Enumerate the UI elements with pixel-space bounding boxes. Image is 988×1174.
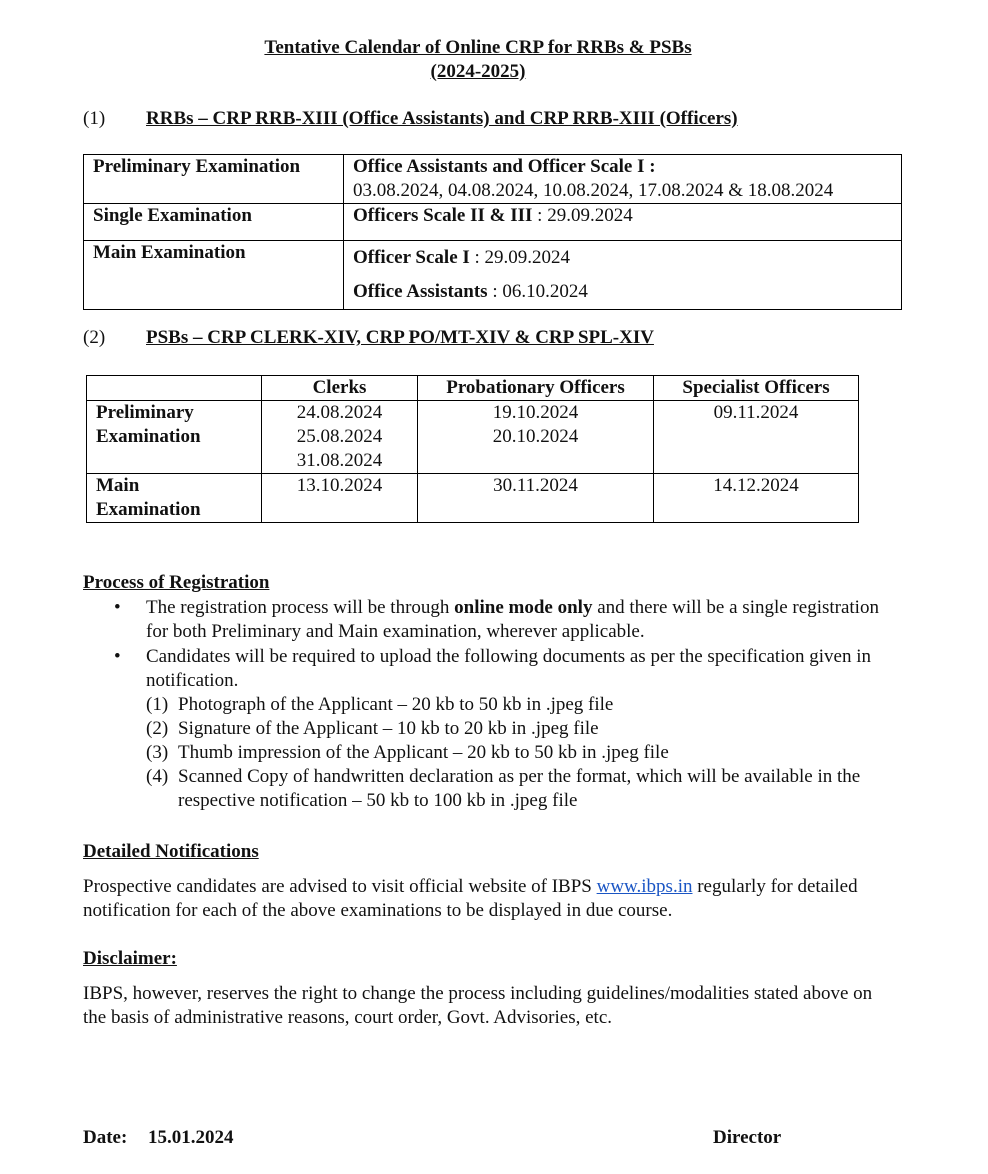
section1-heading: RRBs – CRP RRB-XIII (Office Assistants) and CRP RRB-XIII (Officers)	[146, 108, 738, 129]
list-item: • The registration process will be through online mode only and there will be a single registration for both Preliminary and Main examination, wherever applicable.	[114, 597, 879, 642]
header-clerks: Clerks	[262, 376, 418, 401]
row-label: Main Examination	[84, 241, 344, 310]
registration-heading: Process of Registration	[83, 572, 270, 593]
value-dates: : 29.09.2024	[469, 247, 571, 268]
disclaimer-heading: Disclaimer:	[83, 948, 177, 969]
value-bold: Officer Scale I	[353, 247, 470, 268]
po-dates: 19.10.2024 20.10.2024	[418, 401, 654, 474]
registration-list	[83, 596, 883, 813]
value-dates: : 29.09.2024	[537, 205, 633, 226]
document-item: (4) Scanned Copy of handwritten declaration as per the format, which will be available in the respective notification – 50 kb to 100 kb in .jpeg file	[146, 766, 861, 811]
notifications-heading: Detailed Notifications	[83, 841, 259, 862]
document-item: (3) Thumb impression of the Applicant – 20 kb to 50 kb in .jpeg file	[146, 742, 669, 763]
psb-schedule-table	[86, 375, 859, 523]
row-value	[344, 204, 902, 241]
header-so: Specialist Officers	[654, 376, 859, 401]
table-row	[84, 204, 902, 241]
value-bold: Office Assistants and Officer Scale I :	[353, 156, 656, 177]
row-value	[344, 241, 902, 310]
row-label: Preliminary Examination	[84, 155, 344, 204]
row-value	[344, 155, 902, 204]
clerks-dates: 24.08.2024 25.08.2024 31.08.2024	[262, 401, 418, 474]
ibps-website-link[interactable]: www.ibps.in	[596, 876, 693, 897]
table-row	[87, 401, 859, 474]
po-dates: 30.11.2024	[418, 474, 654, 523]
header-po: Probationary Officers	[418, 376, 654, 401]
row-label: Main Examination	[87, 474, 262, 523]
so-dates: 14.12.2024	[654, 474, 859, 523]
document-item: (1) Photograph of the Applicant – 20 kb to 50 kb in .jpeg file	[146, 694, 614, 715]
value-bold: Office Assistants	[353, 281, 488, 302]
table-header-row	[87, 376, 859, 401]
row-label: Preliminary Examination	[87, 401, 262, 474]
list-item: • Candidates will be required to upload the following documents as per the specification given in notification. (1) Photograph of the Applicant – 20 kb to 50 kb in .jpeg file (2) Signature of the Applicant – 10 kb to 20 kb in .jpeg file (3) Thumb impression of the Applicant – 20 kb to 50 kb in .jpeg file (4) Scanned Copy of handwritten declaration as per the format, which will be available in the respective notification – 50 kb to 100 kb in .jpeg file	[83, 645, 883, 813]
row-label: Single Examination	[84, 204, 344, 241]
table-row	[84, 155, 902, 204]
bullet-icon: •	[114, 646, 121, 667]
table-row	[84, 241, 902, 310]
signatory: Director	[713, 1127, 782, 1148]
notifications-text: Prospective candidates are advised to visit official website of IBPS www.ibps.in regularly for detailed notification for each of the above examinations to be displayed in due course.	[83, 876, 858, 921]
bullet-icon: •	[114, 597, 121, 618]
document-year: (2024-2025)	[430, 61, 526, 82]
value-dates: : 06.10.2024	[492, 281, 588, 302]
so-dates: 09.11.2024	[654, 401, 859, 474]
section1-number: (1)	[83, 108, 106, 129]
date-value: 15.01.2024	[148, 1127, 234, 1148]
header-blank	[87, 376, 262, 401]
value-dates: 03.08.2024, 04.08.2024, 10.08.2024, 17.08.2024 & 18.08.2024	[353, 180, 834, 201]
document-item: (2) Signature of the Applicant – 10 kb to 20 kb in .jpeg file	[146, 718, 599, 739]
section2-heading: PSBs – CRP CLERK-XIV, CRP PO/MT-XIV & CRP SPL-XIV	[146, 327, 654, 348]
document-title: Tentative Calendar of Online CRP for RRBs & PSBs	[264, 37, 692, 58]
clerks-dates: 13.10.2024	[262, 474, 418, 523]
rrb-schedule-table	[83, 154, 902, 310]
table-row	[87, 474, 859, 523]
value-bold: Officers Scale II & III	[353, 205, 533, 226]
documents-list	[146, 693, 883, 813]
date-label: Date:	[83, 1127, 128, 1148]
disclaimer-text: IBPS, however, reserves the right to change the process including guidelines/modalities stated above on the basis of administrative reasons, court order, Govt. Advisories, etc.	[83, 983, 873, 1028]
section2-number: (2)	[83, 327, 106, 348]
